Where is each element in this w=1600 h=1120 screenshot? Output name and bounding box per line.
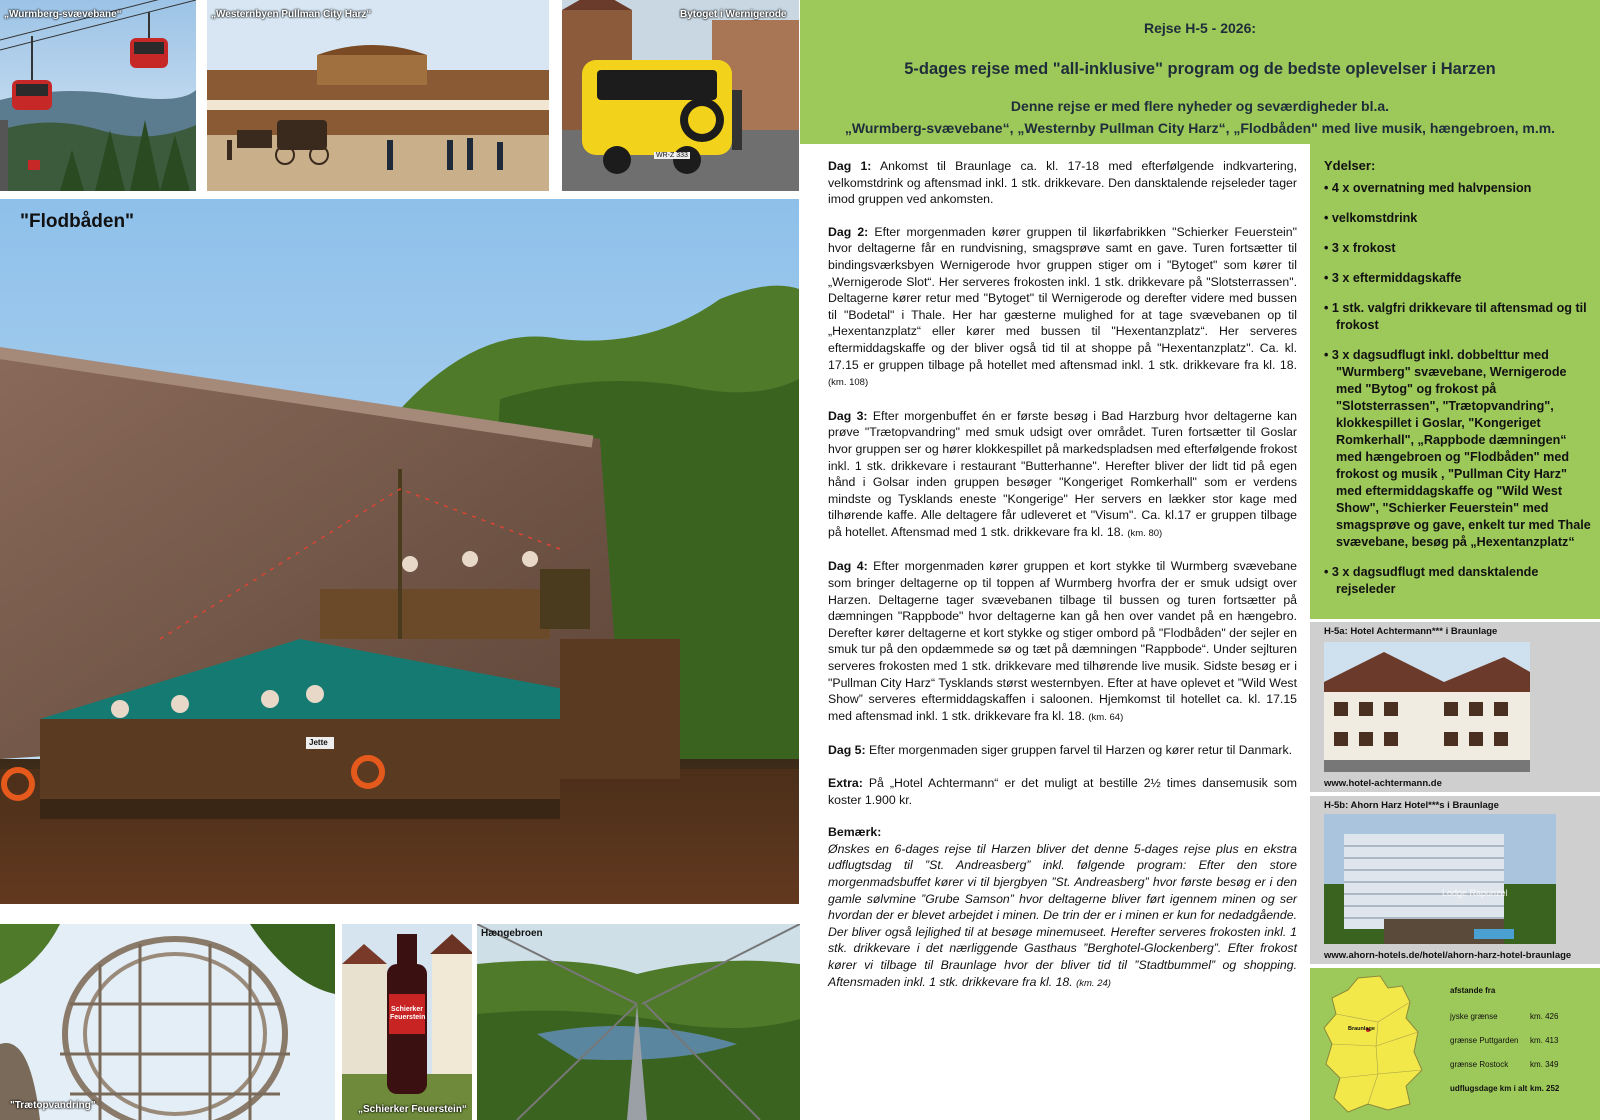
hotel-a-box: [1310, 622, 1600, 792]
photo-haengebroen: [477, 924, 800, 1120]
caption-westernbyen: „Westernbyen Pullman City Harz“: [211, 9, 372, 20]
day-label: Dag 5:: [828, 743, 866, 758]
photo-traetop: [0, 924, 335, 1120]
map-city: Braunlage: [1348, 1026, 1375, 1032]
caption-wurmberg: „Wurmberg-svævebane“: [4, 9, 122, 20]
itinerary: [828, 158, 1297, 992]
note-text: Ønskes en 6-dages rejse til Harzen bliver det denne 5-dages rejse plus en ekstra udflugtsdag til ”St. Andreasberg” inkl. følgende program: Efter den store morgenmadsbuffet kører vi til bjergbyen ”St. Andreasberg” hvor første besøg er i den gamle sølvmine ”Grube Samson” hvor deltagerne bliver ført igennem minen og ser hvordan der er blevet arbejdet i minen. De trin der er i minen er kun for nedadgående. Der bliver også lejlighed til at besøge minemuseet. Herefter serveres frokosten inkl. 1 stk. drikkevare i det nærliggende Gasthaus ”Berghotel-Glockenberg”. Efter frokost kører vi tilbage til Braunlage hvor der bliver tid til ”Stadtbummel” og shopping. Aftensmaden inkl. 1 stk. drikkevare fra kl. 18.: [828, 841, 1297, 989]
note: [828, 824, 1297, 992]
day-km: (km. 108): [828, 377, 869, 389]
day-1: [828, 158, 1297, 208]
extra-text: På „Hotel Achtermann“ er det muligt at bestille 2½ times dansemusik som koster 1.900 kr.: [828, 776, 1297, 807]
trip-subtitle-2: „Wurmberg-svævebane“, „Westernby Pullman City Harz“, „Flodbåden" med live musik, hængebroen, m.m.: [844, 120, 1556, 136]
distance-km: km. 252: [1530, 1084, 1560, 1093]
hotel-b-label: H-5b: Ahorn Harz Hotel***s i Braunlage: [1324, 800, 1499, 811]
caption-schierker: „Schierker Feuerstein“: [358, 1104, 467, 1115]
day-label: Dag 1:: [828, 159, 872, 173]
trip-header: [800, 0, 1600, 144]
hotel-b-url[interactable]: www.ahorn-hotels.de/hotel/ahorn-harz-hotel-braunlage: [1324, 950, 1572, 961]
caption-flodbaaden: "Flodbåden": [20, 211, 135, 232]
service-item: • 3 x frokost: [1324, 241, 1396, 255]
distance-box: [1310, 968, 1600, 1120]
caption-haengebroen: Hængebroen: [481, 928, 543, 939]
distance-from: grænse Rostock: [1450, 1060, 1509, 1069]
day-text: Efter morgenmaden kører gruppen et kort stykke til Wurmberg svævebane som bringer deltagerne op til toppen af Wurmberg hvorfra der er smuk udsigt over Harzen. Deltagerne tager svævebanen tilbage til bussen og turen fortsætter på dæmningen "Rappbode" hvor deltagerne kan gå hen over vandet på en hængebro. Derefter kører deltagerne et kort stykke og stiger ombord på "Flodbåden" der sejler en smuk tur på den opdæmmede sø og tæt på dæmningen "Rappbode“. Under sejlturen serveres frokosten med 1 stk. drikkevare med tilhørende live musik. Sidste besøg er i "Pullman City Harz“ Tysklands størst westernbyen. Efter at have oplevet et ”Wild West Show” serveres eftermiddagskaffen i saloonen. Hjemkomst til hotellet ca. kl. 17.15 med aftensmad inkl. 1 stk. drikkevare fra kl. 18.: [828, 559, 1297, 723]
hotel-a-url[interactable]: www.hotel-achtermann.de: [1324, 778, 1442, 789]
service-item: • 1 stk. valgfri drikkevare til aftensmad og til frokost: [1324, 301, 1587, 332]
day-text: Efter morgenmaden siger gruppen farvel til Harzen og kører retur til Danmark.: [865, 743, 1293, 758]
services-list: [1324, 180, 1594, 611]
distance-from: grænse Puttgarden: [1450, 1036, 1519, 1045]
day-text: Efter morgenmaden kører gruppen til likørfabrikken "Schierker Feuerstein" hvor deltagerne får en rundvisning, smagsprøve samt en gave. Turen fortsætter til bindingsværksbyen Wernigerode hvor gruppen stiger om i "Bytoget" som kører til „Wernigerode Slot“. Her serveres frokosten inkl. 1 stk. drikkevare på "Slotsterrassen". Deltagerne kører retur med "Bytoget" til Wernigerode og derefter videre med bussen til "Bodetal" i Thale. Her har gæsterne mulighed for at tage svævebanen op til „Hexentanzplatz“ eller kører med bussen til "Hexentanzplatz“. Her serveres eftermiddagskaffe og der bliver også tid til at shoppe på "Hexentanzplatz". Ca. kl. 17.15 er gruppen tilbage på hotellet med aftensmad inkl. 1 stk. drikkevare fra kl. 18.: [828, 224, 1297, 372]
hotel-a-photo: [1324, 642, 1530, 772]
note-km: (km. 24): [1076, 977, 1111, 989]
day-4: [828, 558, 1297, 726]
caption-traetop: "Trætopvandring": [10, 1100, 96, 1111]
photo-flodbaaden: [0, 199, 799, 904]
caption-bytoget: Bytoget i Wernigerode: [680, 9, 787, 20]
day-km: (km. 64): [1088, 711, 1124, 723]
extra-label: Extra:: [828, 776, 863, 790]
bottle-label: Schierker Feuerstein: [390, 1006, 426, 1021]
service-item: • 3 x eftermiddagskaffe: [1324, 271, 1462, 285]
distance-from: jyske grænse: [1450, 1012, 1498, 1021]
distance-km: km. 413: [1530, 1036, 1559, 1045]
day-km: (km. 80): [1127, 527, 1163, 539]
hotel-a-label: H-5a: Hotel Achtermann*** i Braunlage: [1324, 626, 1498, 637]
distance-title: afstande fra: [1450, 986, 1496, 995]
day-label: Dag 2:: [828, 224, 869, 239]
service-item: • velkomstdrink: [1324, 211, 1418, 225]
service-item: • 4 x overnatning med halvpension: [1324, 181, 1532, 195]
day-label: Dag 3:: [828, 408, 868, 423]
boat-name: Jette: [309, 738, 328, 747]
trip-code: Rejse H-5 - 2026:: [1143, 20, 1257, 36]
germany-map: [1318, 974, 1428, 1114]
distance-from: udflugsdage km i alt: [1450, 1084, 1528, 1093]
photo-wurmberg: [0, 0, 196, 191]
extra: [828, 775, 1297, 808]
photo-schierker: [342, 924, 472, 1120]
hotel-b-sign: Lodge Rapunzel: [1442, 888, 1508, 898]
trip-title: 5-dages rejse med "all-inklusive" program og de bedste oplevelser i Harzen: [904, 60, 1496, 78]
day-3: [828, 408, 1297, 543]
day-label: Dag 4:: [828, 559, 868, 574]
service-item: • 3 x dagsudflugt inkl. dobbelttur med "Wurmberg" svævebane, Wernigerode med "Bytog" og frokost på "Slotsterrassen", "Trætopvandring", klokkespillet i Goslar, "Kongeriget Romkerhall", „Rappbode dæmningen“ med hængebroen og "Flodbåden" med frokost og musik , "Pullman City Harz" med eftermiddagskaffe og "Wild West Show", "Schierker Feuerstein" med smagsprøve og gave, enkelt tur med Thale svævebane, besøg på „Hexentanzplatz“: [1324, 348, 1591, 549]
distance-km: km. 349: [1530, 1060, 1559, 1069]
service-item: • 3 x dagsudflugt med dansktalende rejseleder: [1324, 565, 1539, 596]
photo-bytoget: [562, 0, 799, 191]
hotel-b-photo: [1324, 814, 1556, 944]
day-text: Efter morgenbuffet én er første besøg i Bad Harzburg hvor deltagerne kan prøve "Trætopvandring" med smuk udsigt over området. Turen fortsætter til Goslar hvor gruppen ser og hører klokkespillet på markedspladsen med efterfølgende frokost inkl. 1 stk. drikkevare i restaurant "Butterhanne". Herefter bliver der lidt tid på egen hånd i Golsar inden gruppen besøger "Kongeriget Romkerhall" som er verdens mindste og Tysklands eneste "Kongerige" Her servers en lækker stor kage med tilhørende kaffe. Alle deltagere får udleveret et "Visum". Ca. kl.17 er gruppen tilbage på hotellet. Aftensmad med 1 stk. drikkevare fra kl. 18.: [828, 408, 1297, 539]
photo-westernbyen: [207, 0, 549, 191]
day-text: Ankomst til Braunlage ca. kl. 17-18 med efterfølgende indkvartering, velkomstdrink og aftensmad inkl. 1 stk. drikkevare. Den dansktalende rejseleder tager imod gruppen ved ankomsten.: [828, 159, 1297, 207]
services-box: [1310, 144, 1600, 619]
services-title: Ydelser:: [1324, 158, 1376, 173]
day-2: [828, 224, 1297, 392]
trip-subtitle-1: Denne rejse er med flere nyheder og seværdigheder bl.a.: [1010, 98, 1390, 114]
train-plate: WR-Z 333: [656, 152, 688, 159]
hotel-b-box: [1310, 796, 1600, 964]
distance-km: km. 426: [1530, 1012, 1559, 1021]
note-label: Bemærk:: [828, 825, 882, 840]
day-5: [828, 742, 1297, 759]
